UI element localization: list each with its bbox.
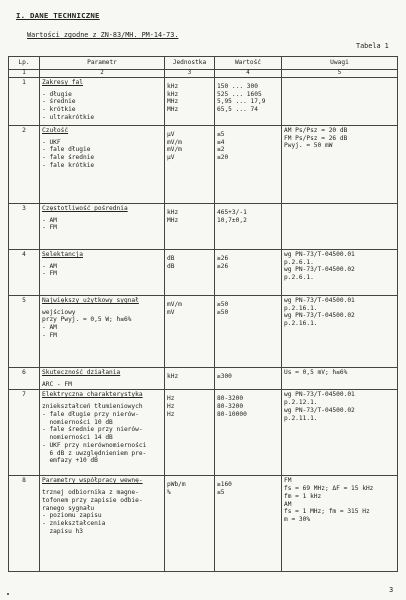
uwagi-line: p.2.6.1.	[284, 274, 314, 282]
jednostka-line: Hz	[167, 395, 175, 403]
wartosc-line: ≤20	[217, 154, 229, 162]
wartosc-line: 80-10000	[217, 410, 247, 418]
jednostka-line: mV/m	[167, 146, 182, 154]
uwagi-line: Us = 0,5 mV; h≤6%	[284, 368, 348, 376]
jednostka-line: kHz	[167, 90, 179, 98]
parametr-line: zapisu h3	[42, 527, 83, 535]
row-number: 7	[9, 390, 40, 476]
cell-jednostka	[165, 125, 215, 203]
uwagi-line: wg PN-73/T-04500.01	[284, 391, 355, 399]
wartosc-line: 10,7±0,2	[217, 216, 247, 224]
jednostka-line: µV	[167, 154, 175, 162]
parametr-line: zniekształceń tłumieniowych	[42, 403, 143, 411]
parametr-line: Elektryczna charakterystyka	[42, 391, 143, 399]
row-number: 2	[9, 125, 40, 203]
wartosc-line: 525 ... 1605	[217, 90, 262, 98]
column-header-parametr: Parametr	[40, 57, 165, 70]
uwagi-line: p.2.12.1.	[284, 399, 318, 407]
technical-data-table	[8, 56, 398, 572]
jednostka-line: MHz	[167, 98, 179, 106]
row-number: 4	[9, 249, 40, 295]
table-row	[9, 390, 398, 476]
cell-uwagi	[282, 77, 398, 125]
parametr-line: Największy użytkowy sygnał	[42, 296, 139, 304]
cell-jednostka	[165, 390, 215, 476]
jednostka-line: kHz	[167, 82, 179, 90]
jednostka-line: MHz	[167, 106, 179, 114]
parametr-line: - FM	[42, 224, 57, 232]
parametr-line: nomierności 10 dB	[42, 418, 113, 426]
parametr-line: 6 dB z uwzględnieniem pre-	[42, 449, 147, 457]
cell-jednostka	[165, 203, 215, 249]
cell-wartosc	[215, 367, 282, 390]
wartosc-line: ≤5	[217, 130, 225, 138]
parametr-line: emfazy +10 dB	[42, 457, 98, 465]
cell-uwagi	[282, 476, 398, 572]
parametr-line: Zakresy fal	[42, 78, 83, 86]
wartosc-line: ≤2	[217, 146, 225, 154]
jednostka-line: mV	[167, 308, 175, 316]
table-label: Tabela 1	[356, 42, 389, 50]
uwagi-line: fs = 1 MHz; fm = 315 Hz	[284, 508, 370, 516]
table-header-row	[9, 57, 398, 70]
cell-wartosc	[215, 249, 282, 295]
jednostka-line: %	[167, 489, 171, 497]
parametr-line: - AM	[42, 324, 57, 332]
parametr-line: przy Pwyj. = 0,5 W; h≤6%	[42, 316, 132, 324]
uwagi-line: p.2.11.1.	[284, 414, 318, 422]
table-row	[9, 203, 398, 249]
parametr-line: - UKF	[42, 138, 61, 146]
jednostka-line: dB	[167, 262, 175, 270]
uwagi-line: FM	[284, 477, 292, 485]
parametr-line: - poziomu zapisu	[42, 512, 102, 520]
wartosc-line: 5,95 ... 17,9	[217, 98, 266, 106]
wartosc-line: 80-3200	[217, 395, 244, 403]
wartosc-line: ≥26	[217, 254, 229, 262]
parametr-line: - fale krótkie	[42, 161, 95, 169]
cell-jednostka	[165, 249, 215, 295]
wartosc-line: ≥50	[217, 300, 229, 308]
jednostka-line: mV/m	[167, 138, 182, 146]
parametr-line: - AM	[42, 216, 57, 224]
column-number: 1	[9, 69, 40, 77]
table-row	[9, 125, 398, 203]
cell-uwagi	[282, 390, 398, 476]
parametr-line: - długie	[42, 90, 72, 98]
table-body	[9, 77, 398, 572]
wartosc-line: 80-3200	[217, 403, 244, 411]
table-row	[9, 77, 398, 125]
cell-uwagi	[282, 249, 398, 295]
cell-wartosc	[215, 203, 282, 249]
cell-parametr	[40, 125, 165, 203]
cell-wartosc	[215, 125, 282, 203]
parametr-line: - AM	[42, 262, 57, 270]
cell-parametr	[40, 390, 165, 476]
row-number: 6	[9, 367, 40, 390]
jednostka-line: µV	[167, 130, 175, 138]
margin-dot	[7, 593, 9, 595]
wartosc-line: ≥26	[217, 262, 229, 270]
table-row	[9, 367, 398, 390]
jednostka-line: dB	[167, 254, 175, 262]
uwagi-line: AM	[284, 500, 292, 508]
jednostka-line: Hz	[167, 410, 175, 418]
row-number: 3	[9, 203, 40, 249]
parametr-line: - FM	[42, 331, 57, 339]
row-number: 5	[9, 295, 40, 367]
parametr-line: wejściowy	[42, 308, 76, 316]
table-row	[9, 476, 398, 572]
column-header-wartosc: Wartość	[215, 57, 282, 70]
uwagi-line: fm = 1 kHz	[284, 492, 322, 500]
column-number: 2	[40, 69, 165, 77]
parametr-line: Czułość	[42, 126, 69, 134]
column-number: 3	[165, 69, 215, 77]
parametr-line: Skuteczność działania	[42, 368, 121, 376]
parametr-line: Selektancja	[42, 250, 83, 258]
cell-wartosc	[215, 77, 282, 125]
column-header-lp: Lp.	[9, 57, 40, 70]
column-number: 4	[215, 69, 282, 77]
parametr-line: tofonem przy zapisie odbie-	[42, 496, 143, 504]
uwagi-line: p.2.16.1.	[284, 320, 318, 328]
cell-wartosc	[215, 295, 282, 367]
row-number: 8	[9, 476, 40, 572]
column-number: 5	[282, 69, 398, 77]
wartosc-line: 465+3/-1	[217, 208, 247, 216]
parametr-line: ranego sygnału	[42, 504, 95, 512]
uwagi-line: wg PN-73/T-04500.02	[284, 266, 355, 274]
wartosc-line: 150 ... 300	[217, 82, 258, 90]
section-title: I. DANE TECHNICZNE	[16, 11, 100, 20]
cell-parametr	[40, 367, 165, 390]
wartosc-line: ≤5	[217, 489, 225, 497]
parametr-line: trznej odbiornika z magne-	[42, 489, 139, 497]
jednostka-line: pWb/m	[167, 481, 186, 489]
uwagi-line: AM Ps/Psz = 20 dB	[284, 126, 348, 134]
cell-jednostka	[165, 367, 215, 390]
table-row	[9, 295, 398, 367]
parametr-line: - fale średnie	[42, 154, 95, 162]
uwagi-line: wg PN-73/T-04500.02	[284, 406, 355, 414]
cell-jednostka	[165, 295, 215, 367]
cell-parametr	[40, 249, 165, 295]
cell-jednostka	[165, 77, 215, 125]
wartosc-line: ≤4	[217, 138, 225, 146]
column-header-jednostka: Jednostka	[165, 57, 215, 70]
uwagi-line: m = 30%	[284, 516, 311, 524]
wartosc-line: ≥300	[217, 372, 232, 380]
uwagi-line: p.2.6.1.	[284, 258, 314, 266]
parametr-line: - fale długie przy nierów-	[42, 410, 139, 418]
jednostka-line: Hz	[167, 403, 175, 411]
cell-wartosc	[215, 476, 282, 572]
uwagi-line: wg PN-73/T-04500.01	[284, 296, 355, 304]
parametr-line: - krótkie	[42, 106, 76, 114]
uwagi-line: p.2.16.1.	[284, 304, 318, 312]
page-number: 3	[389, 586, 394, 594]
cell-parametr	[40, 295, 165, 367]
cell-jednostka	[165, 476, 215, 572]
document-subtitle: Wartości zgodne z ZN-83/MH. PM-14-73.	[27, 31, 179, 39]
parametr-line: - FM	[42, 270, 57, 278]
wartosc-line: 65,5 ... 74	[217, 106, 258, 114]
uwagi-line: Pwyj. = 50 mW	[284, 142, 333, 150]
cell-uwagi	[282, 295, 398, 367]
uwagi-line: fs = 69 MHz; ΔF = 15 kHz	[284, 485, 374, 493]
parametr-line: nomierności 14 dB	[42, 434, 113, 442]
cell-parametr	[40, 77, 165, 125]
parametr-line: - średnie	[42, 98, 76, 106]
cell-uwagi	[282, 367, 398, 390]
parametr-line: Parametry współpracy wewnę-	[42, 477, 143, 485]
wartosc-line: ≥160	[217, 481, 232, 489]
cell-uwagi	[282, 125, 398, 203]
column-header-uwagi: Uwagi	[282, 57, 398, 70]
parametr-line: - fale średnie przy nierów-	[42, 426, 143, 434]
uwagi-line: wg PN-73/T-04500.02	[284, 312, 355, 320]
parametr-line: - zniekształcenia	[42, 520, 106, 528]
cell-wartosc	[215, 390, 282, 476]
parametr-line: - fale długie	[42, 146, 91, 154]
wartosc-line: ≥50	[217, 308, 229, 316]
parametr-line: - ultrakrótkie	[42, 113, 95, 121]
jednostka-line: kHz	[167, 372, 179, 380]
parametr-line: ARC - FM	[42, 380, 72, 388]
jednostka-line: kHz	[167, 208, 179, 216]
jednostka-line: MHz	[167, 216, 179, 224]
cell-uwagi	[282, 203, 398, 249]
uwagi-line: wg PN-73/T-04500.01	[284, 250, 355, 258]
cell-parametr	[40, 203, 165, 249]
cell-parametr	[40, 476, 165, 572]
parametr-line: - UKF przy nierównomierności	[42, 441, 147, 449]
uwagi-line: FM Ps/Psz = 26 dB	[284, 134, 348, 142]
table-row	[9, 249, 398, 295]
parametr-line: Częstotliwość pośrednia	[42, 204, 128, 212]
row-number: 1	[9, 77, 40, 125]
column-number-row	[9, 69, 398, 77]
jednostka-line: mV/m	[167, 300, 182, 308]
